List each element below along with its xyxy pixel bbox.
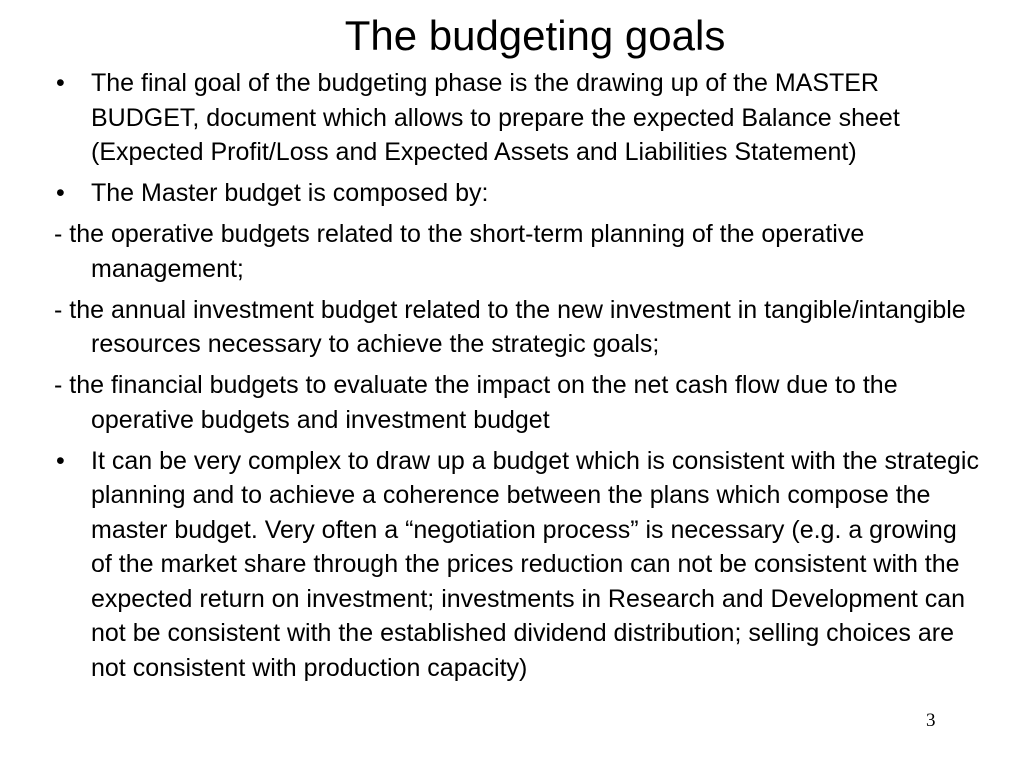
bullet-marker: • xyxy=(56,179,65,207)
dash-item-financial-budgets: - the financial budgets to evaluate the impact on the net cash flow due to the operative budgets and investment budget xyxy=(54,371,898,434)
slide-title: The budgeting goals xyxy=(344,12,726,59)
dash-item-investment-budget: - the annual investment budget related to the new investment in tangible/intangible resources necessary to achieve the strategic goals; xyxy=(54,295,966,358)
bullet-text: The final goal of the budgeting phase is the drawing up of the MASTER BUDGET, document which allows to prepare the expected Balance sheet (Expected Profit/Loss and Expected Assets and Liabilities Statement) xyxy=(91,69,900,166)
bullet-item-master-budget xyxy=(54,66,984,170)
bullet-text: It can be very complex to draw up a budget which is consistent with the strategic planning and to achieve a coherence between the plans which compose the master budget. Very often a “negotiation process” is necessary (e.g. a growing of the market share through the prices reduction can not be consistent with the expected return on investment; investments in Research and Development can not be consistent with the established dividend distribution; selling choices are not consistent with production capacity) xyxy=(91,446,979,682)
page-number: 3 xyxy=(926,710,936,731)
bullet-item-complexity xyxy=(54,444,984,686)
bullet-marker: • xyxy=(56,446,65,475)
dash-item-operative-budgets: - the operative budgets related to the short-term planning of the operative management; xyxy=(54,220,865,283)
bullet-text: The Master budget is composed by: xyxy=(91,179,489,207)
slide-body xyxy=(54,66,984,692)
bullet-item-composition xyxy=(54,176,984,211)
bullet-marker: • xyxy=(56,69,65,97)
